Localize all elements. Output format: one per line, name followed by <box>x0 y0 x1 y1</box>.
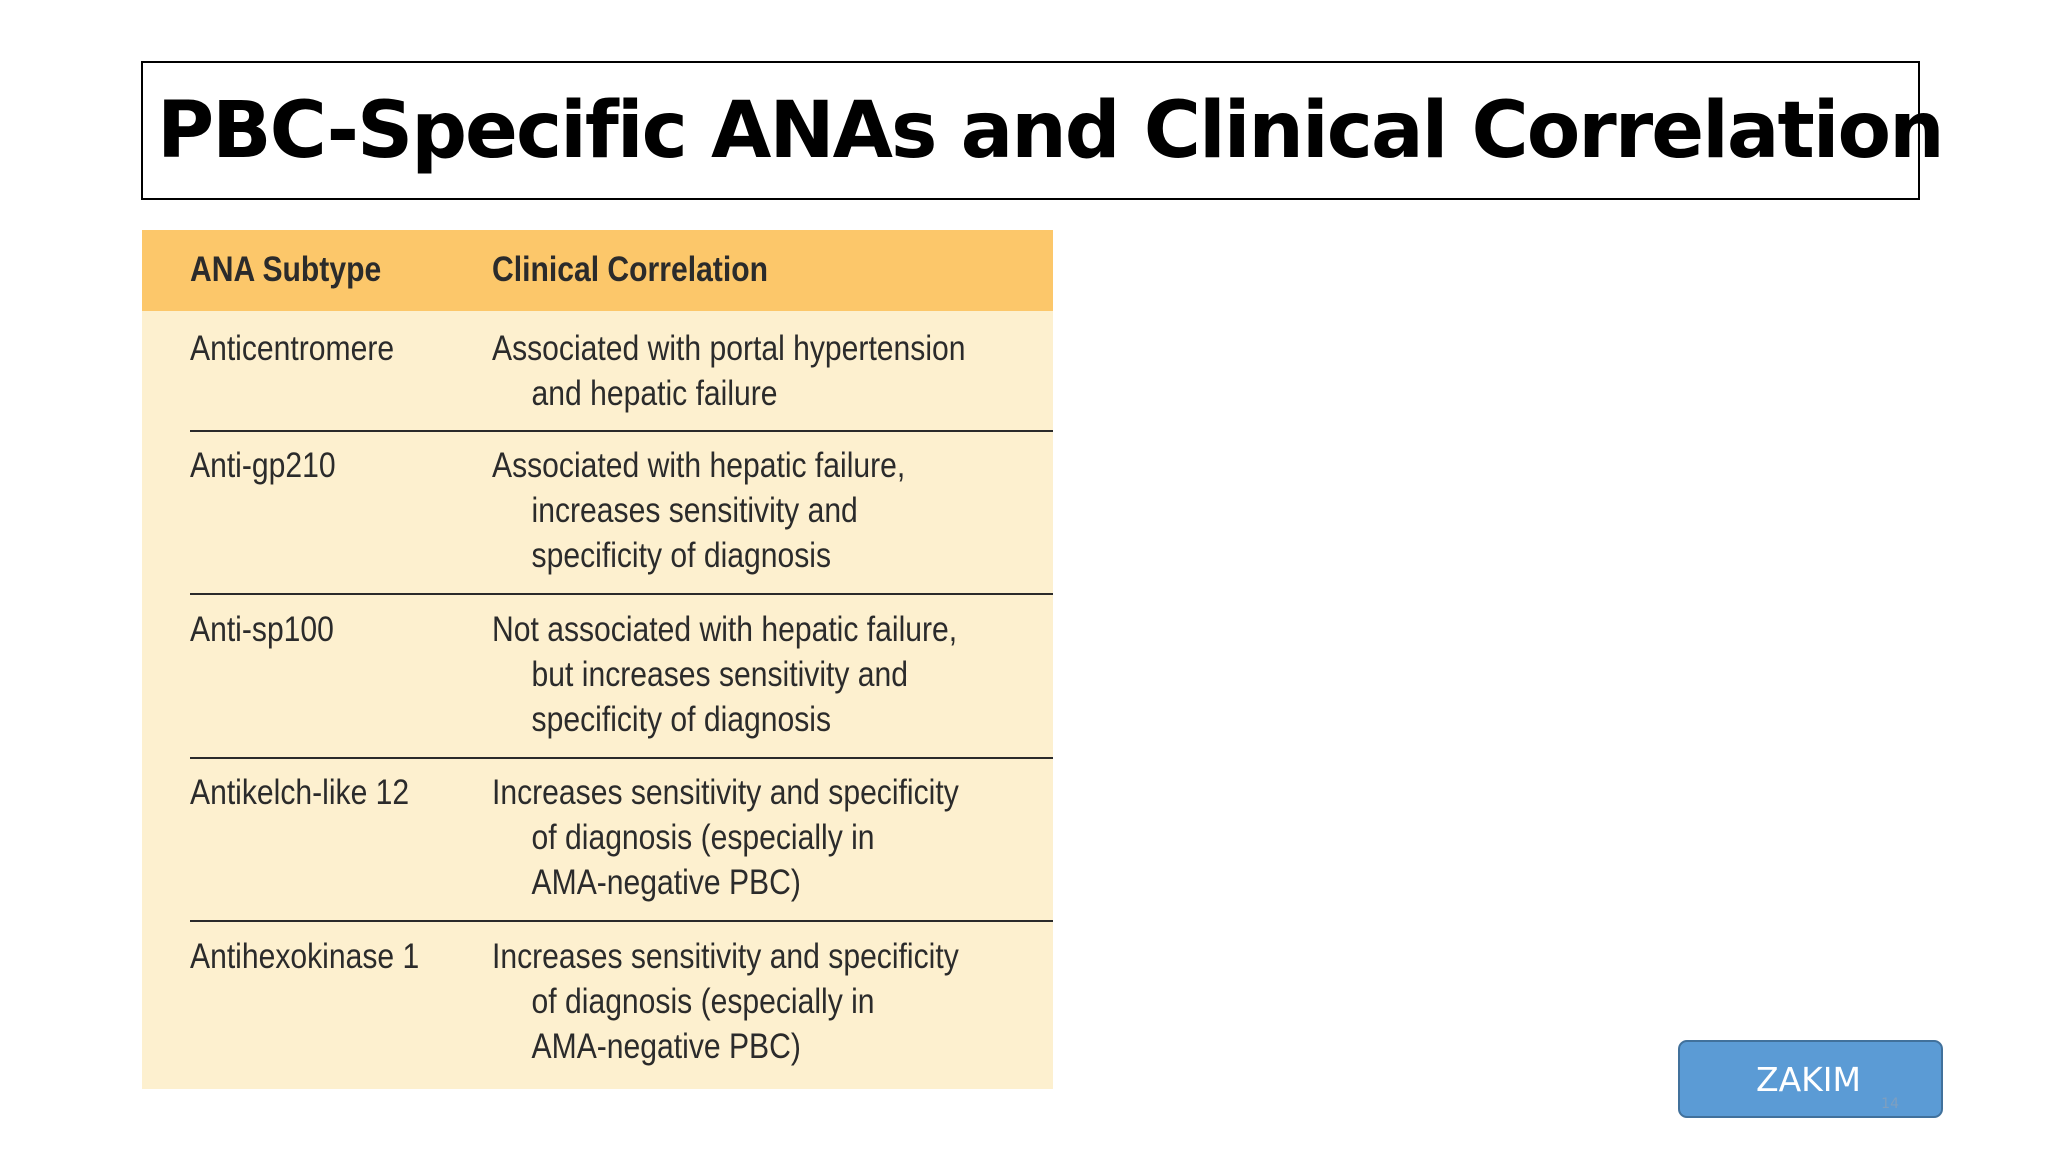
cell-correlation <box>492 934 1102 1069</box>
cell-subtype: Antikelch-like 12 <box>190 773 410 812</box>
row-divider <box>190 920 1053 922</box>
correlation-line: of diagnosis (especially in <box>531 818 875 857</box>
cell-correlation <box>492 607 1102 742</box>
cell-correlation <box>492 443 1102 578</box>
zakim-button-label: ZAKIM <box>1755 1059 1862 1099</box>
correlation-line: but increases sensitivity and <box>531 655 909 694</box>
header-ana-subtype: ANA Subtype <box>190 250 382 289</box>
correlation-line: Associated with hepatic failure, <box>492 446 906 485</box>
cell-correlation <box>492 770 1102 905</box>
row-divider <box>190 430 1053 432</box>
ana-table <box>142 230 1053 1089</box>
correlation-line: increases sensitivity and <box>531 491 858 530</box>
row-divider <box>190 757 1053 759</box>
cell-subtype: Anti-sp100 <box>190 610 334 649</box>
cell-subtype: Antihexokinase 1 <box>190 937 420 976</box>
correlation-line: specificity of diagnosis <box>531 700 832 739</box>
correlation-line: Increases sensitivity and specificity <box>492 773 959 812</box>
slide-number: 14 <box>1881 1096 1899 1112</box>
table-header <box>142 230 1053 311</box>
zakim-button[interactable] <box>1678 1040 1943 1118</box>
cell-correlation <box>492 326 1102 416</box>
slide-title: PBC-Specific ANAs and Clinical Correlation <box>157 85 1943 176</box>
correlation-line: specificity of diagnosis <box>531 536 832 575</box>
correlation-line: Associated with portal hypertension <box>492 329 966 368</box>
cell-subtype: Anti-gp210 <box>190 446 336 485</box>
correlation-line: of diagnosis (especially in <box>531 982 875 1021</box>
correlation-line: AMA-negative PBC) <box>531 863 801 902</box>
correlation-line: Increases sensitivity and specificity <box>492 937 959 976</box>
correlation-line: AMA-negative PBC) <box>531 1027 801 1066</box>
row-divider <box>190 593 1053 595</box>
slide-title-box <box>141 61 1943 200</box>
correlation-line: Not associated with hepatic failure, <box>492 610 958 649</box>
header-clinical-correlation: Clinical Correlation <box>492 250 768 289</box>
correlation-line: and hepatic failure <box>531 374 778 413</box>
cell-subtype: Anticentromere <box>190 329 395 368</box>
